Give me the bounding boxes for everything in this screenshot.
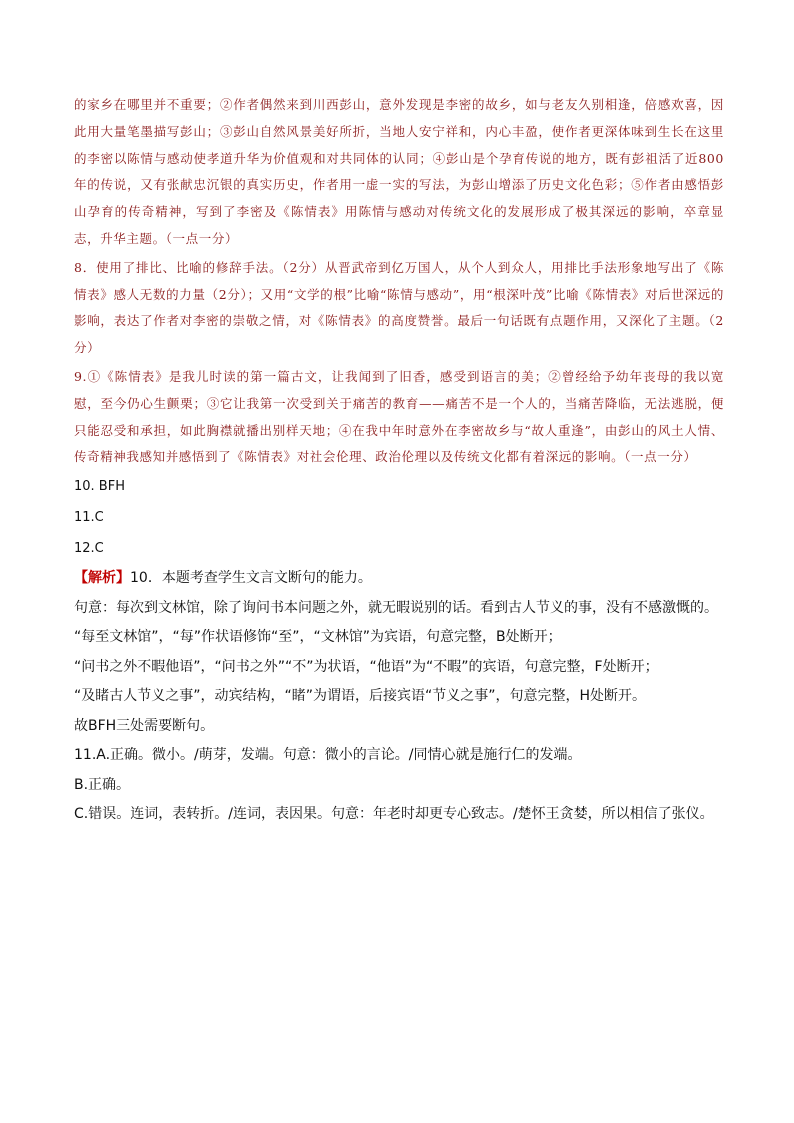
- q10-conclusion: 故BFH三处需要断句。: [74, 717, 215, 734]
- analysis-heading: [74, 564, 724, 594]
- page-content: [74, 92, 724, 830]
- q11-answer: 11.C: [74, 510, 104, 526]
- q11-option-b: B.正确。: [74, 776, 131, 793]
- q11-option-a: 11.A.正确。微小。/萌芽，发端。句意：微小的言论。/同情心就是施行仁的发端。: [74, 747, 582, 764]
- q10-point-f: “问书之外不暇他语”，“问书之外”“不”为状语，“他语”为“不暇”的宾语，句意完整，F处断开；: [74, 658, 659, 675]
- q9-answer: 9.①《陈情表》是我儿时读的第一篇古文，让我闻到了旧香，感受到语言的美；②曾经给予幼年丧母的我以宽慰，至今仍心生颤栗；③它让我第一次受到关于痛苦的教育——痛苦不是一个人的，当痛苦降临，无法逃脱，便只能忍受和承担，如此胸襟就播出别样天地；④在我中年时意外在李密故乡与“故人重逢”，由彭山的风土人情、传奇精神我感知并感悟到了《陈情表》对社会伦理、政治伦理以及传统文化都有着深远的影响。（一点一分）: [74, 368, 724, 465]
- q7-answer-continued: 的家乡在哪里并不重要；②作者偶然来到川西彭山，意外发现是李密的故乡，如与老友久别相逢，倍感欢喜，因此用大量笔墨描写彭山；③彭山自然风景美好所折，当地人安宁祥和，内心丰盈，使作者更深体味到生长在这里的李密以陈情与感动使孝道升华为价值观和对共同体的认同；④彭山是个孕育传说的地方，既有彭祖活了近800年的传说，又有张献忠沉银的真实历史，作者用一虚一实的写法，为彭山增添了历史文化色彩；⑤作者由感悟彭山孕育的传奇精神，写到了李密及《陈情表》用陈情与感动对传统文化的发展形成了极其深远的影响，卒章显志，升华主题。（一点一分）: [74, 97, 724, 246]
- q10-meaning: 句意：每次到文林馆，除了询问书本问题之外，就无暇说别的话。看到古人节义的事，没有不感激慨的。: [74, 599, 718, 616]
- q10-answer: 10. BFH: [74, 479, 125, 495]
- analysis-label: 【解析】: [74, 570, 130, 587]
- q10-point-h: “及睹古人节义之事”，动宾结构，“睹”为谓语，后接宾语“节义之事”，句意完整，H处断开。: [74, 688, 647, 705]
- q10-point-b: “每至文林馆”，“每”作状语修饰“至”，“文林馆”为宾语，句意完整，B处断开；: [74, 629, 562, 646]
- q11-option-c: C.错误。连词，表转折。/连词，表因果。句意：年老时却更专心致志。/楚怀王贪婪，所以相信了张仪。: [74, 806, 714, 823]
- q8-answer: 8．使用了排比、比喻的修辞手法。（2分）从晋武帝到亿万国人，从个人到众人，用排比手法形象地写出了《陈情表》感人无数的力量（2分）；又用“文学的根”比喻“陈情与感动”，用“根深叶茂”比喻《陈情表》对后世深远的影响，表达了作者对李密的崇敬之情，对《陈情表》的高度赞誉。最后一句话既有点题作用，又深化了主题。（2分）: [74, 259, 724, 356]
- q12-answer: 12.C: [74, 541, 104, 557]
- q10-intro: 10．本题考查学生文言文断句的能力。: [130, 570, 372, 587]
